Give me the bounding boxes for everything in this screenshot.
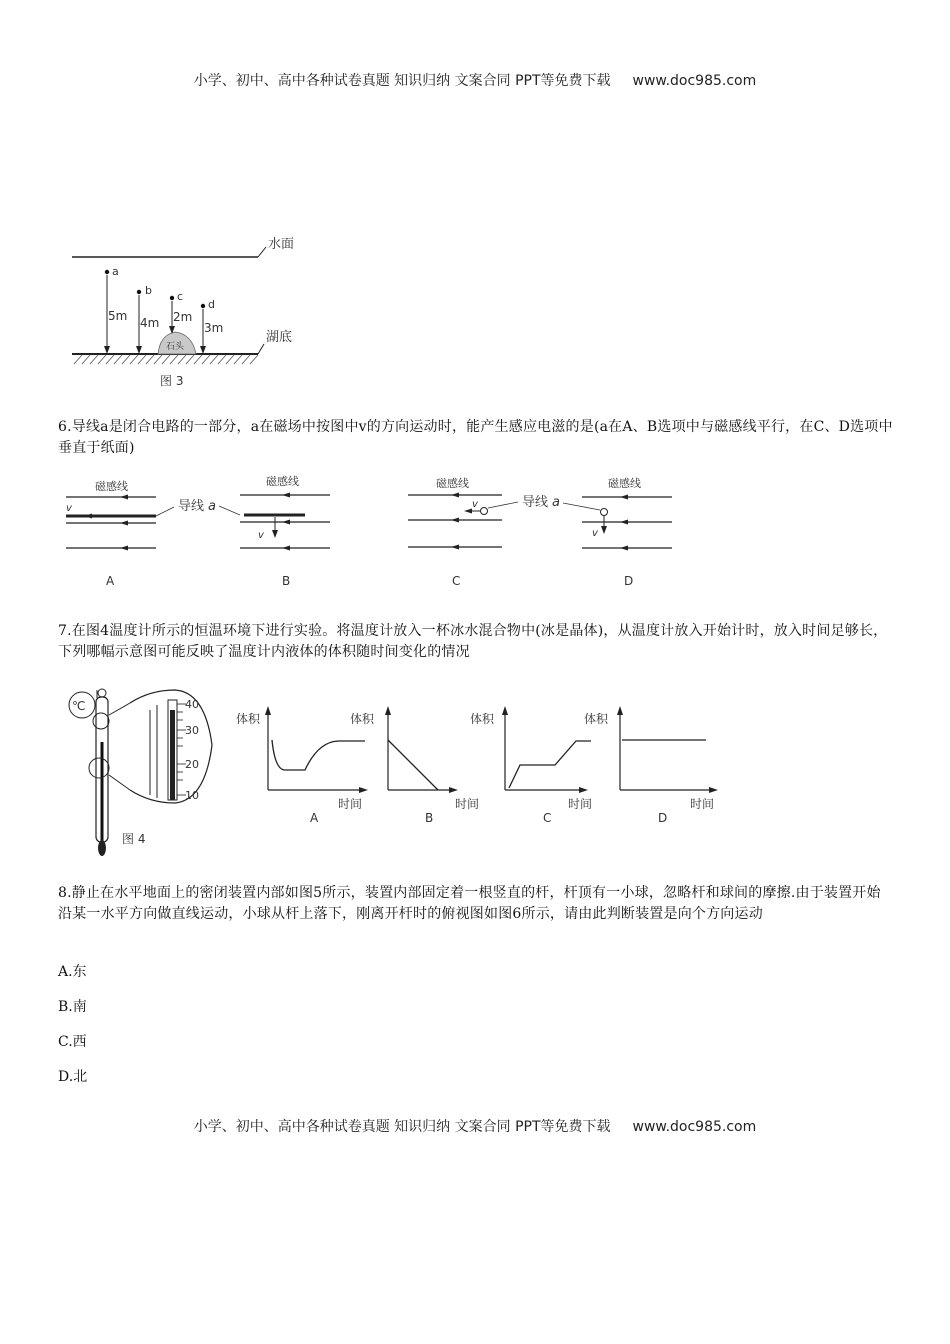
footer-text: 小学、初中、高中各种试卷真题 知识归纳 文案合同 PPT等免费下载 <box>193 1119 611 1135</box>
scale-10: 10 <box>185 789 199 802</box>
panel-label-7b: B <box>425 811 434 825</box>
depth-c: 2m <box>173 310 193 324</box>
ylabel-7d: 体积 <box>584 712 609 726</box>
graph-7b <box>350 706 479 825</box>
curve-7a <box>272 740 365 770</box>
v-label-b: v <box>258 530 264 541</box>
field-label-c: 磁感线 <box>436 477 469 490</box>
panel-label-7d: D <box>658 811 668 825</box>
header-text: 小学、初中、高中各种试卷真题 知识归纳 文案合同 PPT等免费下载 <box>193 73 611 89</box>
ylabel-7c: 体积 <box>470 712 495 726</box>
graph-7c <box>470 706 592 825</box>
panel-label-6a: A <box>106 574 115 588</box>
depth-b: 4m <box>140 316 160 330</box>
graph-7a <box>236 706 368 825</box>
label-d: d <box>208 298 215 311</box>
wire-letter-cd: a <box>552 495 560 510</box>
option-b[interactable]: B.南 <box>58 999 87 1015</box>
graph-7d <box>584 706 718 825</box>
xlabel-7b: 时间 <box>455 797 480 811</box>
label-c: c <box>177 290 184 303</box>
curve-7b <box>388 740 438 790</box>
field-label-d: 磁感线 <box>608 477 641 490</box>
panel-label-7c: C <box>543 811 552 825</box>
liquid-column <box>170 710 175 800</box>
option-c[interactable]: C.西 <box>58 1034 87 1050</box>
option-a[interactable]: A.东 <box>58 964 87 980</box>
panel-label-6b: B <box>282 574 291 588</box>
depth-d: 3m <box>204 321 224 335</box>
thermometer <box>69 689 212 856</box>
scale-20: 20 <box>185 758 199 771</box>
water-surface-label: 水面 <box>268 237 295 252</box>
header-site[interactable]: www.doc985.com <box>632 73 757 89</box>
scale-30: 30 <box>185 724 199 737</box>
wire-label-cd: 导线 <box>522 495 549 510</box>
label-b: b <box>145 284 152 297</box>
page-footer <box>0 1116 950 1136</box>
lake-bottom-label: 湖底 <box>266 330 293 345</box>
field-label-b: 磁感线 <box>266 475 299 488</box>
wire-label-ab: 导线 <box>178 499 205 514</box>
xlabel-7d: 时间 <box>690 797 715 811</box>
footer-site[interactable]: www.doc985.com <box>632 1119 757 1135</box>
v-label-d: v <box>592 528 598 539</box>
ylabel-7a: 体积 <box>236 712 261 726</box>
wire-letter-ab: a <box>208 499 216 514</box>
v-label-a: v <box>66 503 72 514</box>
figure-3-caption: 图 3 <box>160 374 184 388</box>
option-d[interactable]: D.北 <box>58 1069 88 1085</box>
v-label-c: v <box>472 499 478 510</box>
xlabel-7c: 时间 <box>568 797 593 811</box>
scale-40: 40 <box>185 698 199 711</box>
label-a: a <box>112 265 119 278</box>
unit-label: ℃ <box>72 699 86 713</box>
xlabel-7a: 时间 <box>338 797 363 811</box>
panel-label-7a: A <box>310 811 319 825</box>
figure-4-caption: 图 4 <box>122 832 146 846</box>
question-6-text: 6.导线a是闭合电路的一部分，a在磁场中按图中v的方向运动时，能产生感应电滋的是(a在A、B选项中与磁感线平行，在C、D选项中垂直于纸面) <box>58 419 893 456</box>
ylabel-7b: 体积 <box>350 712 375 726</box>
panel-label-6d: D <box>624 574 634 588</box>
depth-a: 5m <box>108 309 128 323</box>
curve-7c <box>509 741 591 788</box>
panel-label-6c: C <box>452 574 461 588</box>
question-7-text: 7.在图4温度计所示的恒温环境下进行实验。将温度计放入一杯冰水混合物中(冰是晶体)，从温度计放入开始计时，放入时间足够长，下列哪幅示意图可能反映了温度计内液体的体积随时间变化的情况 <box>58 623 888 660</box>
field-label-a: 磁感线 <box>95 480 128 493</box>
question-8-text: 8.静止在水平地面上的密闭装置内部如图5所示，装置内部固定着一根竖直的杆，杆顶有一小球，忽略杆和球间的摩擦.由于装置开始沿某一水平方向做直线运动，小球从杆上落下，刚离开杆时的俯视图如图6所示，请由此判断装置是向个方向运动 <box>58 885 881 922</box>
stone-label: 石头 <box>166 342 185 352</box>
